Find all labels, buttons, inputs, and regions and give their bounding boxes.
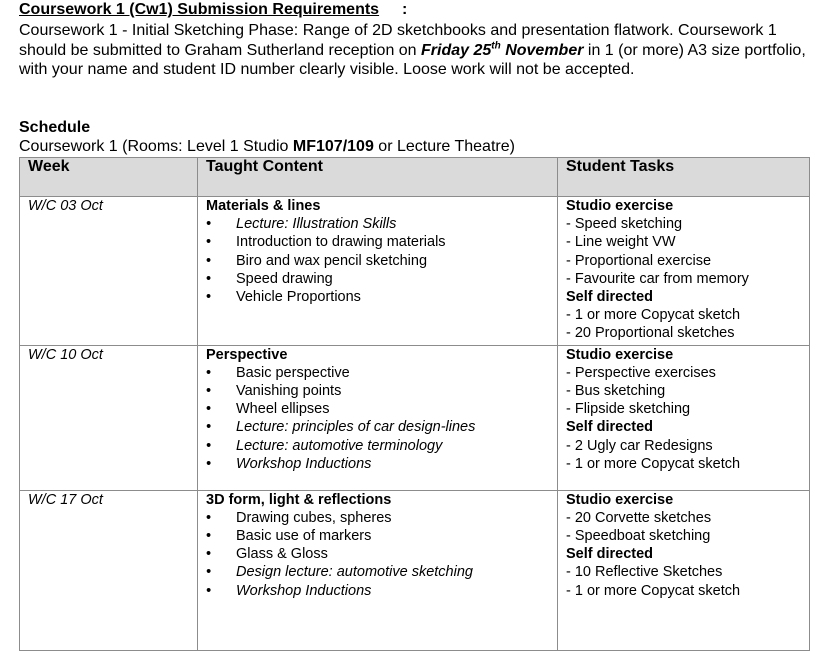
student-tasks-cell [558,490,810,650]
list-item: • Drawing cubes, spheres [206,509,549,527]
task-item: - Flipside sketching [566,401,691,418]
schedule-sub-suffix: or Lecture Theatre) [373,138,515,155]
list-item: • Basic perspective [206,364,549,382]
intro-date-month: November [500,41,584,59]
list-item: • Glass & Gloss [206,545,549,563]
section-heading [19,1,379,19]
list-item: • Lecture: principles of car design-lines [206,418,549,436]
studio-exercise-title: Studio exercise [566,198,674,214]
task-item: - Favourite car from memory [566,270,749,287]
task-item: - Bus sketching [566,383,666,400]
week-cell: W/C 17 Oct [20,490,198,650]
table-row [20,197,810,346]
student-tasks-cell [558,197,810,346]
schedule-title: Schedule [19,119,91,136]
header-week: Week [20,158,198,197]
studio-exercise-title: Studio exercise [566,491,674,508]
intro-part2: in 1 (or more) A3 size portfolio, with your name and student ID number clearly visible. Loose work will not be accepted. [19,41,806,78]
task-item: - Line weight VW [566,234,676,251]
list-item: • Vanishing points [206,382,549,400]
intro-deadline [421,42,583,59]
content-title: Perspective [206,346,288,363]
list-item: • Speed drawing [206,270,549,288]
schedule-subtitle [19,138,515,156]
task-item: - Proportional exercise [566,252,712,269]
task-item: - 1 or more Copycat sketch [566,307,741,324]
list-item: • Basic use of markers [206,527,549,545]
task-item: - Perspective exercises [566,364,716,381]
list-item: • Introduction to drawing materials [206,233,549,251]
list-item: • Wheel ellipses [206,400,549,418]
task-item: - 1 or more Copycat sketch [566,455,741,472]
self-directed-title: Self directed [566,289,654,306]
content-title: Materials & lines [206,198,321,214]
intro-date-suffix: th [491,40,501,52]
task-item: - 2 Ugly car Redesigns [566,437,713,454]
content-title: 3D form, light & reflections [206,491,392,508]
week-cell: W/C 03 Oct [20,197,198,346]
task-item: - 20 Corvette sketches [566,509,712,526]
content-list [206,215,549,306]
table-row [20,490,810,650]
intro-part1: Coursework 1 - Initial Sketching Phase: Range of 2D sketchbooks and presentation flatwork. Coursework 1 should be submitted to Graham Sutherland reception on [19,22,777,59]
header-student-tasks: Student Tasks [558,158,810,197]
schedule-sub-prefix: Coursework 1 (Rooms: Level 1 Studio [19,138,293,155]
task-item: - 20 Proportional sketches [566,325,735,342]
table-row [20,345,810,490]
task-item: - 1 or more Copycat sketch [566,582,741,599]
list-item: • Biro and wax pencil sketching [206,252,549,270]
intro-paragraph [19,21,819,80]
list-item: • Lecture: Illustration Skills [206,215,549,233]
week-cell: W/C 10 Oct [20,345,198,490]
list-item: • Vehicle Proportions [206,288,549,306]
list-item: • Workshop Inductions [206,455,549,473]
content-list [206,364,549,473]
student-tasks-cell [558,345,810,490]
list-item: • Workshop Inductions [206,582,549,600]
self-directed-title: Self directed [566,546,654,563]
header-taught-content: Taught Content [198,158,558,197]
schedule-table [19,157,810,651]
heading-colon: : [402,1,408,18]
intro-date: Friday 25 [421,41,492,59]
task-item: - Speedboat sketching [566,528,711,545]
list-item: • Design lecture: automotive sketching [206,563,549,581]
table-header-row [20,158,810,197]
studio-exercise-title: Studio exercise [566,346,674,363]
self-directed-title: Self directed [566,419,654,436]
list-item: • Lecture: automotive terminology [206,437,549,455]
schedule-rooms: MF107/109 [292,138,374,155]
content-list [206,509,549,600]
taught-content-cell [198,345,558,490]
task-item: - 10 Reflective Sketches [566,564,723,581]
heading-text: Coursework 1 (Cw1) Submission Requirements [19,1,380,18]
taught-content-cell [198,197,558,346]
task-item: - Speed sketching [566,216,683,233]
taught-content-cell [198,490,558,650]
